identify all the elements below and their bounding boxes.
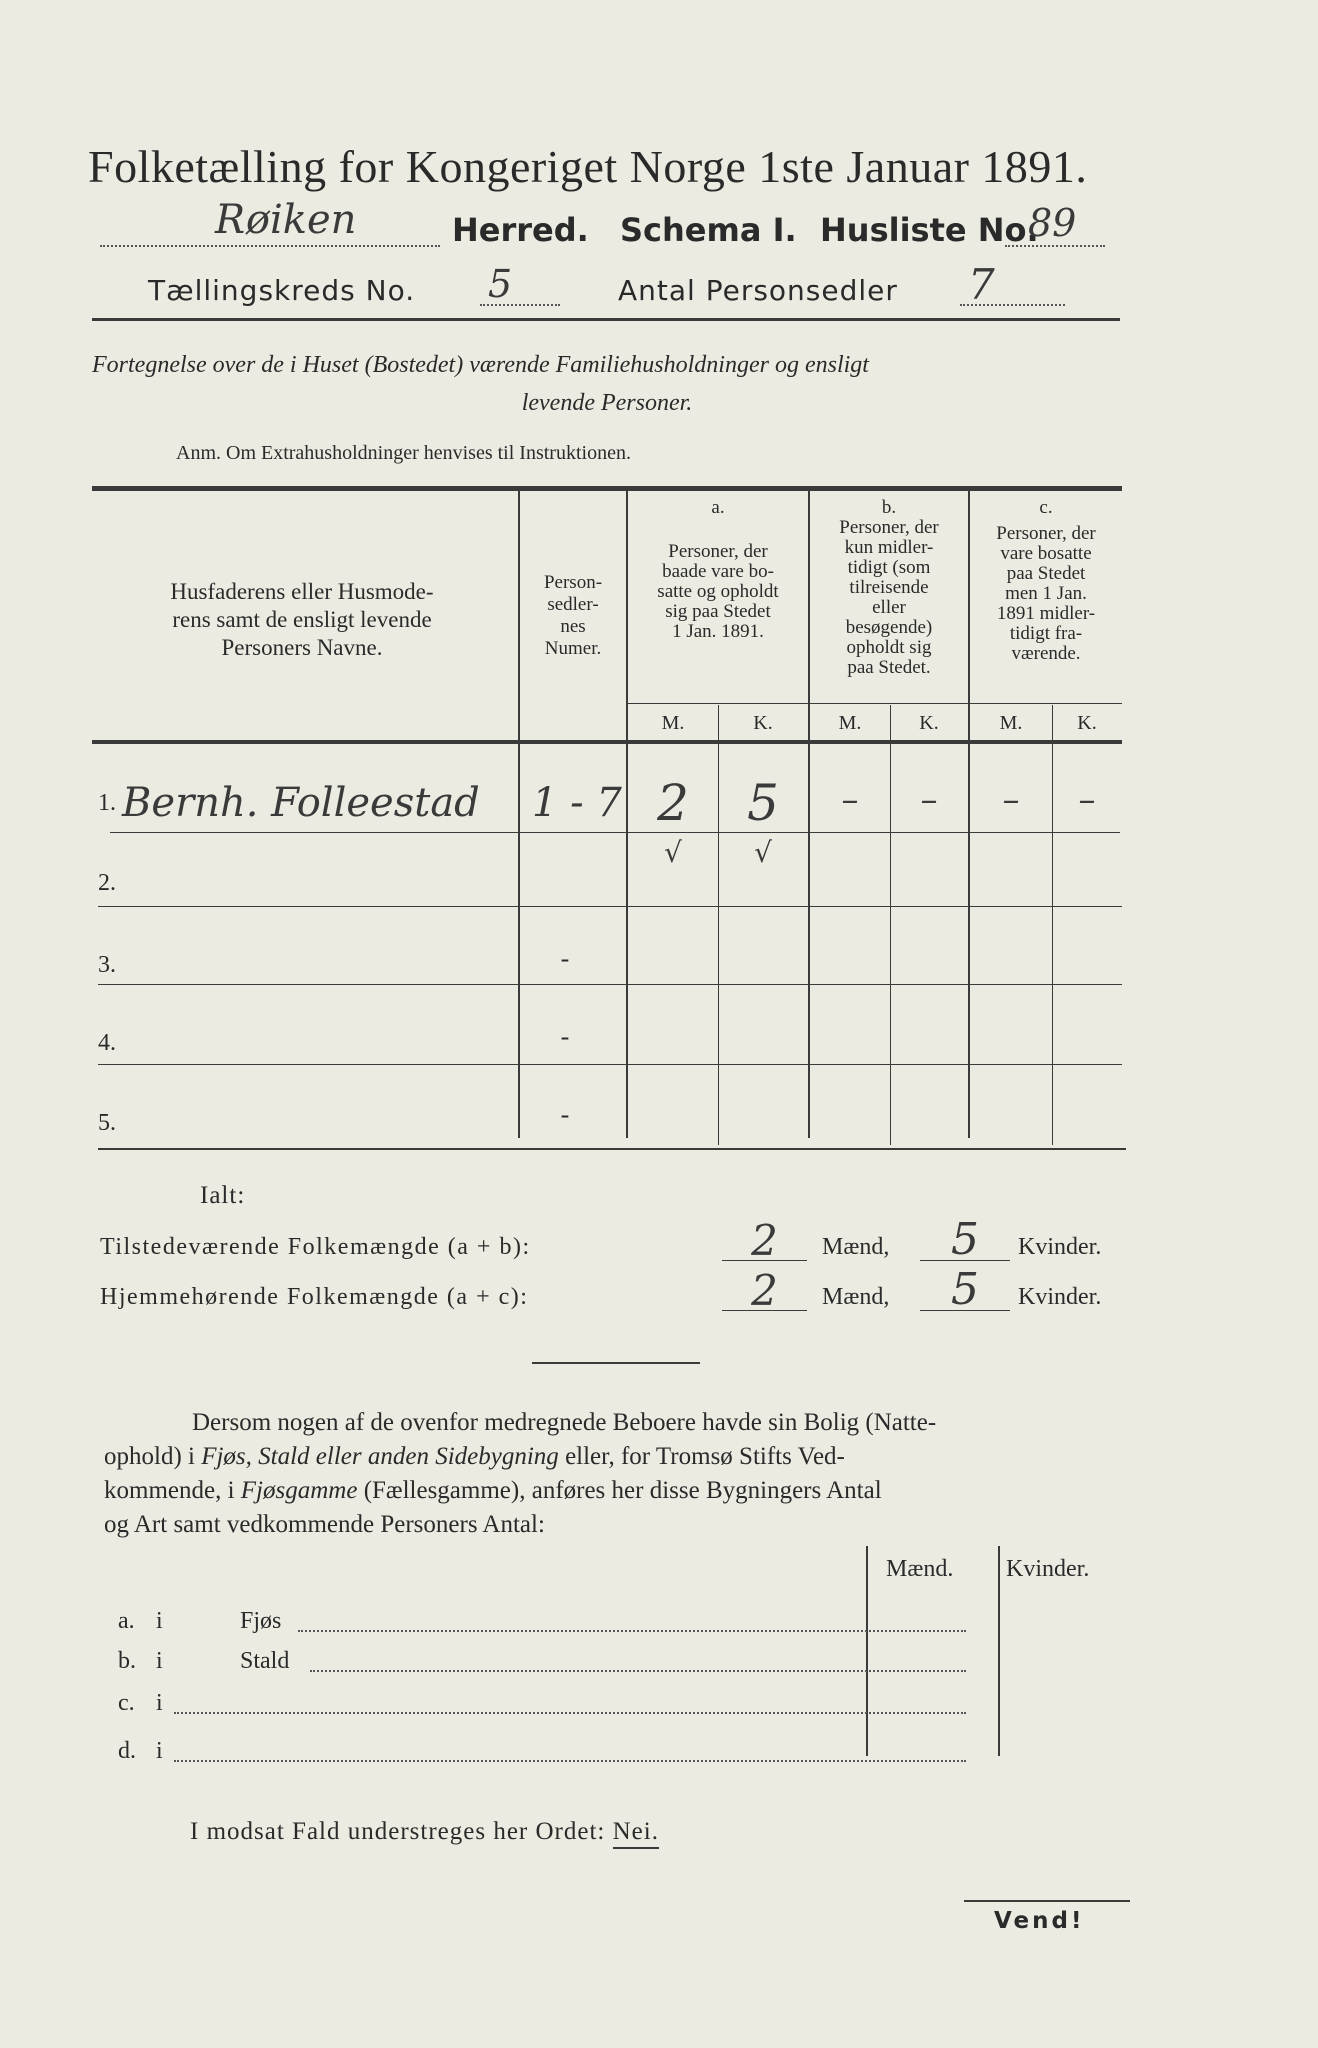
sub-a-m: M.: [661, 712, 685, 734]
row-a-k: 5: [747, 774, 779, 832]
kreds-value: 5: [488, 262, 513, 306]
table-bottom-rule: [98, 1148, 1126, 1150]
para-line-3: kommende, i Fjøsgamme (Fællesgamme), anføres her disse Bygningers Antal: [104, 1477, 882, 1504]
row-number: 2.: [98, 870, 116, 896]
row-rule-3: [98, 984, 1122, 985]
tilstede-k-value: 5: [951, 1214, 979, 1265]
kreds-label: Tællingskreds No.: [148, 274, 416, 307]
mk-divider-c: [1052, 705, 1053, 1145]
buildings-col-maend: Mænd.: [886, 1556, 954, 1582]
mk-divider-a: [718, 705, 719, 1145]
form-title: Folketælling for Kongeriget Norge 1ste Januar 1891.: [88, 141, 1088, 192]
para-line-4: og Art samt vedkommende Personers Antal:: [104, 1511, 545, 1538]
modsat-line: [190, 1818, 659, 1846]
row-person-num: -: [560, 1100, 570, 1129]
row-rule-1: [110, 832, 1120, 833]
building-row: d. i: [118, 1738, 868, 1772]
ialt-label: Ialt:: [200, 1182, 246, 1209]
row-person-num: -: [560, 1022, 570, 1051]
intro-line-2: levende Personer.: [521, 390, 693, 416]
section-divider: [532, 1362, 700, 1364]
tilstede-m-value: 2: [751, 1216, 778, 1265]
row-person-num: -: [560, 944, 570, 973]
schema-label: Schema I.: [620, 211, 797, 249]
herred-label: Herred.: [452, 211, 589, 249]
hjemme-line: [100, 1264, 1130, 1324]
nei-word: Nei.: [613, 1818, 659, 1849]
kreds-line: [148, 260, 1128, 318]
row-number: 4.: [98, 1030, 116, 1056]
row-rule-2: [98, 906, 1122, 907]
mk-divider-b: [890, 705, 891, 1145]
husliste-label: Husliste No.: [820, 211, 1039, 249]
col-a-header: a. Personer, der baade vare bo- satte og opholdt sig paa Stedet 1 Jan. 1891.: [657, 497, 779, 642]
header-rule: [92, 318, 1120, 321]
table-row: [92, 774, 1122, 869]
antal-label: Antal Personsedler: [618, 274, 898, 307]
buildings-col-divider-2: [998, 1546, 1000, 1756]
check-mark-k: √: [754, 836, 772, 869]
row-c-m: –: [1002, 780, 1020, 820]
row-b-m: –: [841, 780, 859, 820]
building-row: c. i: [118, 1690, 868, 1724]
hjemme-label: Hjemmehørende Folkemængde (a + c):: [100, 1284, 529, 1310]
buildings-col-kvinder: Kvinder.: [1006, 1556, 1090, 1582]
buildings-paragraph: [104, 1406, 1134, 1542]
col-c-header: c. Personer, der vare bosatte paa Stedet men 1 Jan. 1891 midler- tidigt fra- værende.: [996, 497, 1096, 664]
row-number: 5.: [98, 1110, 116, 1136]
row-name: Bernh. Folleestad: [122, 780, 480, 826]
para-line-2: ophold) i Fjøs, Stald eller anden Sidebygning eller, for Tromsø Stifts Ved-: [104, 1443, 845, 1470]
hjemme-maend: Mænd,: [822, 1284, 890, 1310]
antal-value: 7: [968, 260, 995, 309]
row-b-k: –: [920, 780, 938, 820]
row-person-num: 1 - 7: [532, 780, 622, 826]
sub-b-m: M.: [838, 712, 862, 734]
col-name-header: Husfaderens eller Husmode- rens samt de ensligt levende Personers Navne.: [170, 579, 434, 660]
herred-dots: [100, 245, 440, 247]
intro-line-1: Fortegnelse over de i Huset (Bostedet) værende Familiehusholdninger og ensligt: [92, 352, 869, 378]
col-b-header: b. Personer, der kun midler- tidigt (som tilreisende eller besøgende) opholdt sig paa Stedet.: [839, 497, 939, 678]
tilstede-maend: Mænd,: [822, 1234, 890, 1260]
herred-value: Røiken: [215, 197, 357, 243]
vend-label: Vend!: [994, 1908, 1085, 1934]
sub-c-m: M.: [999, 712, 1023, 734]
sub-a-k: K.: [753, 712, 773, 734]
building-row: a. i Fjøs: [118, 1608, 868, 1642]
tilstede-kvinder: Kvinder.: [1018, 1234, 1102, 1260]
row-number: 1.: [98, 790, 116, 816]
modsat-text: I modsat Fald understreges her Ordet:: [190, 1818, 606, 1845]
hjemme-k-value: 5: [951, 1264, 979, 1315]
building-row: b. i Stald: [118, 1648, 868, 1682]
anm-note: Anm. Om Extrahusholdninger henvises til Instruktionen.: [176, 442, 631, 464]
row-c-k: –: [1078, 780, 1096, 820]
check-mark-m: √: [664, 836, 682, 869]
sub-b-k: K.: [919, 712, 939, 734]
hjemme-kvinder: Kvinder.: [1018, 1284, 1102, 1310]
para-line-1: Dersom nogen af de ovenfor medregnede Beboere havde sin Bolig (Natte-: [192, 1409, 937, 1436]
tilstede-label: Tilstedeværende Folkemængde (a + b):: [100, 1234, 531, 1260]
hjemme-m-value: 2: [751, 1266, 778, 1315]
sub-c-k: K.: [1077, 712, 1097, 734]
husliste-dots: [1005, 245, 1105, 247]
vend-rule: [964, 1900, 1130, 1902]
husliste-value: 89: [1028, 201, 1077, 245]
row-a-m: 2: [657, 774, 689, 832]
row-rule-4: [98, 1064, 1122, 1065]
col-num-header: Person- sedler- nes Numer.: [543, 572, 603, 659]
row-number: 3.: [98, 952, 116, 978]
mk-sub-rule: [628, 703, 1122, 704]
herred-line: [100, 197, 1120, 255]
